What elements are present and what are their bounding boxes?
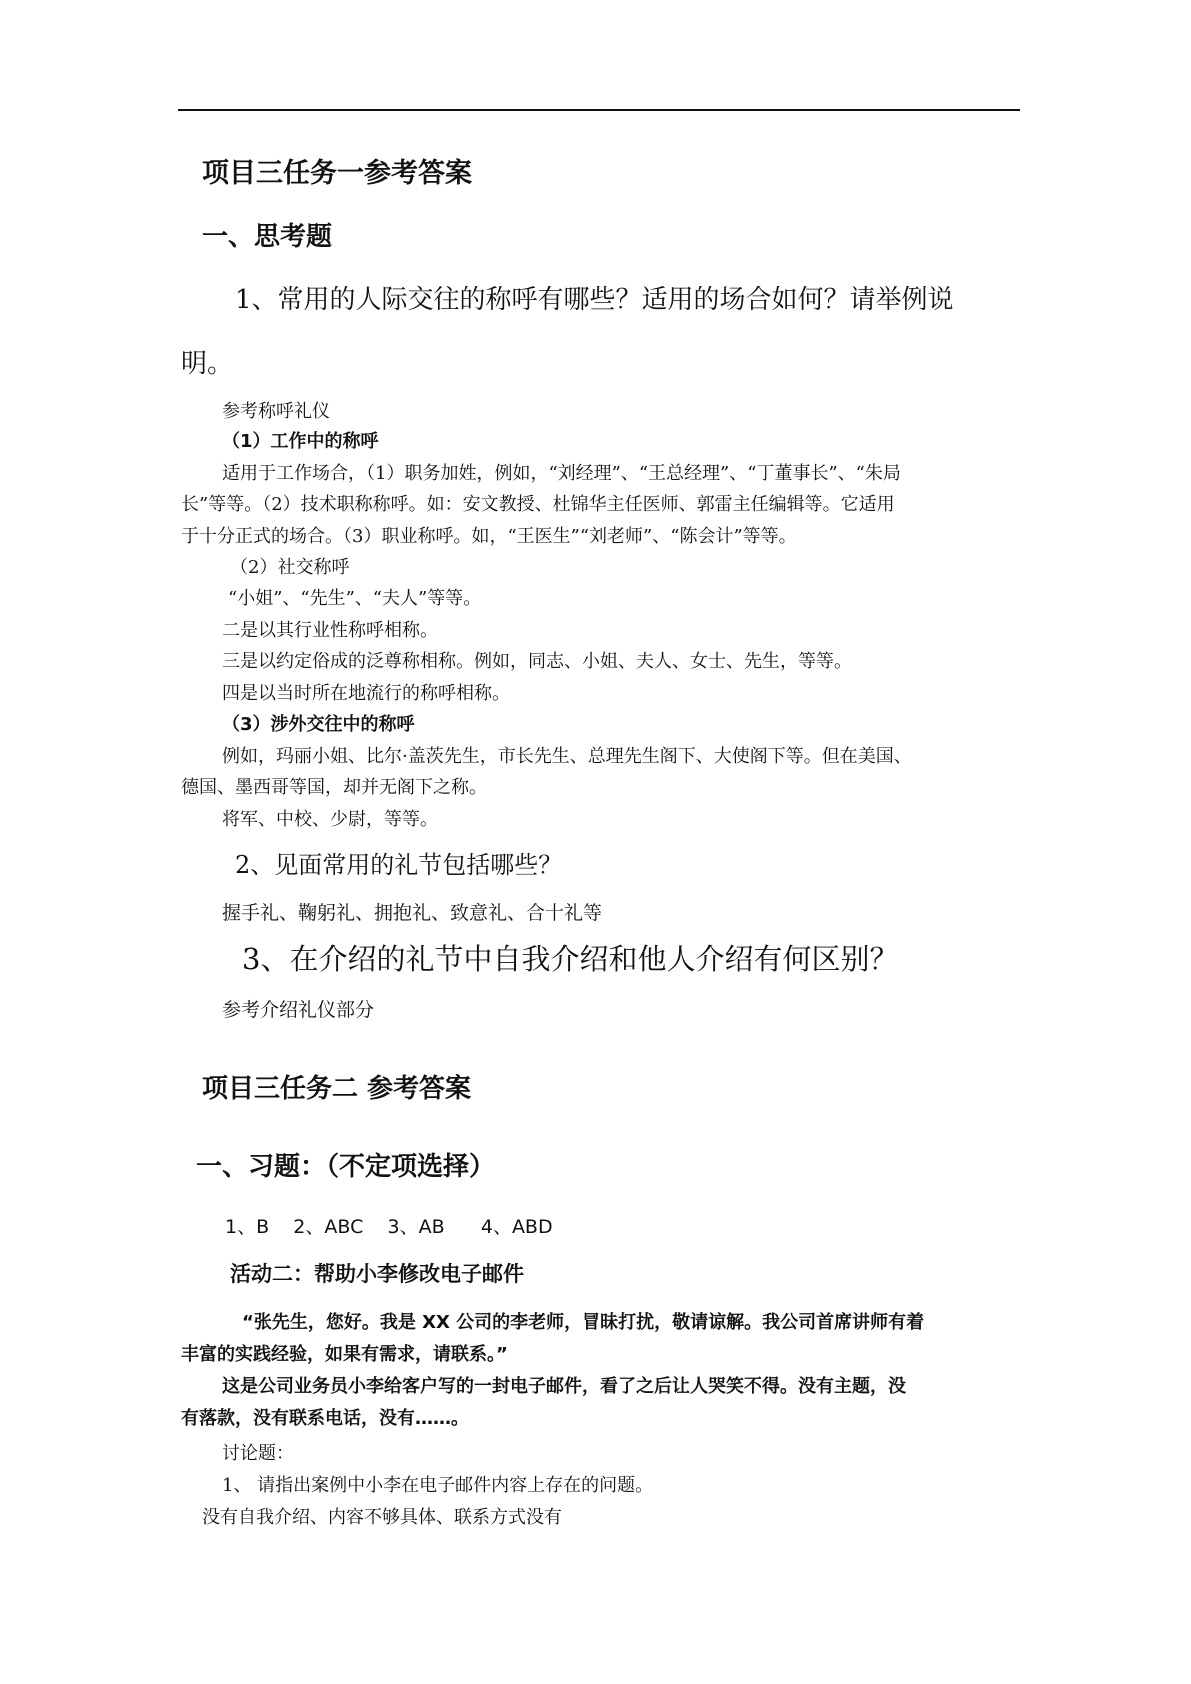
paragraph-line: 于十分正式的场合。（3）职业称呼。如，“王医生”“刘老师”、“陈会计”等等。 (181, 526, 797, 547)
header-rule (178, 109, 1020, 111)
paragraph-line: 四是以当时所在地流行的称呼相称。 (222, 683, 510, 704)
paragraph-line: “小姐”、“先生”、“夫人”等等。 (228, 588, 482, 609)
paragraph-line: 二是以其行业性称呼相称。 (222, 620, 438, 641)
case-description-line: 有落款，没有联系电话，没有……。 (181, 1408, 469, 1429)
section2-heading: 一、习题：（不定项选择） (196, 1152, 496, 1182)
discussion-answer-1: 没有自我介绍、内容不够具体、联系方式没有 (202, 1507, 562, 1528)
paragraph-line: 德国、墨西哥等国，却并无阁下之称。 (181, 777, 487, 798)
subheading-foreign-address: （3）涉外交往中的称呼 (222, 714, 415, 735)
email-quote-line: “张先生，您好。我是 XX 公司的李老师，冒昧打扰，敬请谅解。我公司首席讲师有着 (242, 1312, 925, 1333)
paragraph-line: 例如，玛丽小姐、比尔·盖茨先生，市长先生、总理先生阁下、大使阁下等。但在美国、 (222, 746, 912, 767)
discussion-label: 讨论题： (222, 1443, 294, 1464)
task1-title: 项目三任务一参考答案 (202, 158, 472, 189)
question1-line1: 1、常用的人际交往的称呼有哪些？适用的场合如何？请举例说 (235, 285, 954, 315)
task2-title: 项目三任务二 参考答案 (202, 1074, 472, 1104)
subheading-social-address: （2）社交称呼 (230, 557, 350, 578)
case-description-line: 这是公司业务员小李给客户写的一封电子邮件，看了之后让人哭笑不得。没有主题，没 (222, 1376, 906, 1397)
activity-heading: 活动二：帮助小李修改电子邮件 (230, 1262, 524, 1286)
subheading-work-address: （1）工作中的称呼 (222, 431, 379, 452)
answer2: 握手礼、鞠躬礼、拥抱礼、致意礼、合十礼等 (222, 902, 603, 924)
choice-answers: 1、B 2、ABC 3、AB 4、ABD (225, 1216, 553, 1238)
paragraph-line: 长”等等。（2）技术职称称呼。如：安文教授、杜锦华主任医师、郭雷主任编辑等。它适用 (181, 494, 895, 515)
answer3: 参考介绍礼仪部分 (222, 999, 375, 1021)
question2: 2、见面常用的礼节包括哪些？ (235, 851, 563, 879)
section1-heading: 一、思考题 (202, 222, 333, 252)
paragraph-line: 三是以约定俗成的泛尊称相称。例如，同志、小姐、夫人、女士、先生，等等。 (222, 651, 852, 672)
paragraph-line: 将军、中校、少尉，等等。 (222, 809, 438, 830)
question3: 3、在介绍的礼节中自我介绍和他人介绍有何区别？ (242, 942, 899, 976)
paragraph-line: 适用于工作场合，（1）职务加姓，例如，“刘经理”、“王总经理”、“丁董事长”、“朱局 (222, 463, 901, 484)
email-quote-line: 丰富的实践经验，如果有需求，请联系。” (181, 1344, 508, 1365)
discussion-question-1: 1、 请指出案例中小李在电子邮件内容上存在的问题。 (222, 1475, 654, 1496)
reference-note-1: 参考称呼礼仪 (222, 401, 330, 422)
question1-line2: 明。 (181, 349, 234, 379)
